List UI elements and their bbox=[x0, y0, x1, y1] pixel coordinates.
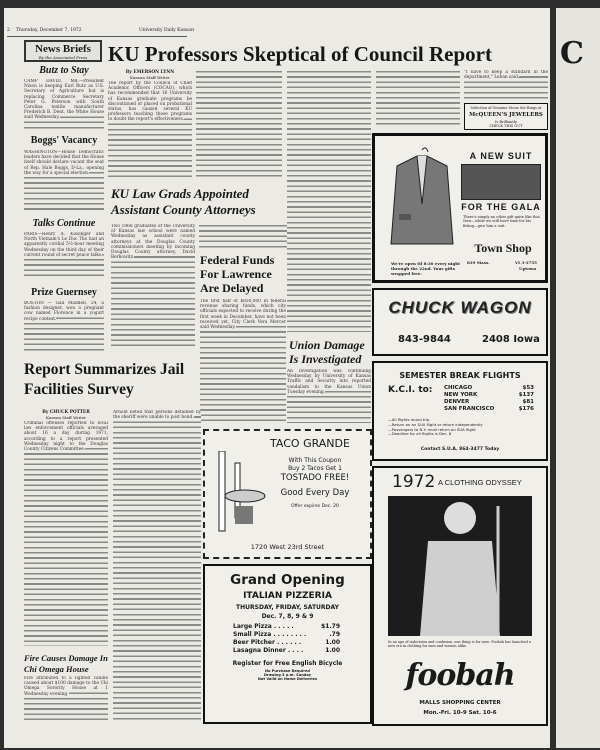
chuck-wagon-address: 2408 Iowa bbox=[482, 334, 540, 345]
chuck-wagon-ad bbox=[372, 288, 548, 356]
taco-line: Good Every Day bbox=[280, 488, 350, 498]
route-row bbox=[444, 399, 534, 406]
union-damage-headline: Union Damage Is Investigated bbox=[289, 338, 365, 366]
law-grads-text bbox=[199, 224, 287, 249]
route-city: SAN FRANCISCO bbox=[444, 406, 495, 412]
town-shop-address: 839 Mass. bbox=[467, 260, 490, 265]
brief-text: PARIS—Henry A. Kissinger and North Vietnam's Le Duc Tho had an apparently cordial 5½-hour meeting Wednesday on the third day of their current round of secret peace talks. bbox=[24, 232, 104, 279]
adjacent-page bbox=[556, 8, 600, 748]
flight-note: —All flights round trip bbox=[388, 417, 430, 422]
taco-line: With This Coupon bbox=[288, 457, 342, 464]
news-briefs-box bbox=[24, 40, 102, 62]
main-story-text: "I have to keep a standard in the department," Leban said. bbox=[464, 70, 548, 100]
menu-item-price: 1.00 bbox=[325, 647, 340, 654]
foobah-logo: foobah bbox=[405, 658, 515, 693]
suit-ad-blurb: There's simply no other gift quite like this. Now—while we still have time for his fitting—give him a suit. bbox=[463, 215, 541, 228]
jail-report-text: Arnold noted that persons detained by the sheriff were unable to post bond. bbox=[113, 410, 201, 722]
flight-note: —Return on an SUA flight or return independently bbox=[388, 421, 483, 427]
jail-report-text: Criminal offenses reported to local law enforcement officials averaged about 16 a day during 1971, according to a report presented Wednesday night to the Douglas County Citizens Committee. bbox=[24, 421, 108, 646]
federal-funds-headline: Federal Funds For Lawrence Are Delayed bbox=[200, 253, 275, 295]
menu-item-price: .79 bbox=[329, 631, 340, 638]
main-story-text: The report by the Council of Chief Academic Officers (COCAO), which has recommended that 16 University of Kansas graduate programs be discontinued or placed on probational status, has caused several KU professors teaching those programs to doubt the report's effectiveness. bbox=[108, 81, 192, 179]
pizzeria-fine: Not Valid on Home Deliveries bbox=[257, 677, 318, 681]
flights-title: SEMESTER BREAK FLIGHTS bbox=[399, 371, 521, 380]
pizzeria-fine: Drawing 3 p.m. Sunday bbox=[263, 673, 312, 677]
federal-funds-text: The first half of $850,000 in federal revenue sharing funds, which city officials expected to receive during the first week in December, have not been received yet, City Clerk Vera Mercer said Wednesday. bbox=[200, 299, 286, 423]
newspaper-page bbox=[4, 8, 550, 748]
jail-byline: By CHUCK POTTER bbox=[42, 410, 90, 415]
main-headline: KU Professors Skeptical of Council Report bbox=[108, 42, 492, 66]
union-damage-text: An investigation was continuing Wednesday by University of Kansas Traffic and Security into reported vandalism to the Kansas Union Tuesday evening. bbox=[287, 369, 371, 423]
taco-grande-coupon[interactable] bbox=[203, 429, 372, 559]
jail-report-headline: Report Summarizes Jail Facilities Survey bbox=[24, 361, 185, 398]
chuck-wagon-logo: CHUCK WAGON bbox=[388, 298, 532, 317]
folio-page: 2 bbox=[7, 28, 10, 33]
folio-date: Thursday, December 7, 1972 bbox=[16, 28, 82, 33]
pizzeria-name: ITALIAN PIZZERIA bbox=[243, 591, 332, 601]
flights-ad bbox=[372, 361, 548, 461]
route-city: DENVER bbox=[444, 399, 470, 405]
pizzeria-title: Grand Opening bbox=[230, 572, 345, 588]
odyssey-illustration bbox=[388, 496, 532, 636]
brief-title: Boggs' Vacancy bbox=[30, 135, 98, 146]
ad-text: CHECK THIS OUT bbox=[489, 124, 523, 128]
route-row bbox=[444, 385, 534, 392]
suit-illustration-icon bbox=[387, 144, 457, 254]
route-price: $176 bbox=[518, 406, 534, 412]
pizzeria-register: Register for Free English Bicycle bbox=[232, 660, 343, 667]
brief-text: WASHINGTON—House Democratic leaders have decided that the House itself should declare vacant the seat of Rep. Hale Boggs, D-La., opening the way for a special election. bbox=[24, 150, 104, 212]
town-shop-phone: VI 3-3755 bbox=[515, 260, 537, 265]
suit-ad-hours: We're open til 8:30 every night through the 22nd. Your gifts wrapped free. bbox=[391, 261, 461, 276]
odyssey-title: A CLOTHING ODYSSEY bbox=[438, 478, 522, 487]
jail-byline-role: Kansan Staff Writer bbox=[45, 415, 87, 420]
taco-line: TOSTADO FREE! bbox=[280, 473, 350, 483]
taco-machine-illustration-icon bbox=[213, 451, 273, 536]
suit-ad-title: FOR THE GALA bbox=[461, 202, 541, 212]
flights-notes bbox=[388, 418, 483, 437]
adjacent-page-letter: C bbox=[560, 36, 584, 71]
pizzeria-ad bbox=[203, 564, 372, 724]
folio-paper: University Daily Kansan bbox=[139, 28, 194, 33]
flights-from: K.C.I. to: bbox=[388, 385, 433, 395]
menu-item-price: $1.79 bbox=[321, 623, 340, 630]
menu-item-name: Large Pizza . . . . . bbox=[233, 623, 294, 630]
odyssey-hours: Mon.-Fri. 10-9 Sat. 10-6 bbox=[423, 710, 497, 716]
route-row bbox=[444, 406, 534, 413]
flight-note: —Passengers to N.Y. must return on SUA flight bbox=[388, 426, 476, 432]
taco-offer bbox=[265, 457, 365, 511]
main-story-text bbox=[287, 70, 371, 332]
route-price: $137 bbox=[518, 392, 534, 398]
pizzeria-fine: No Purchase Required bbox=[265, 669, 310, 673]
menu-item-price: 1.00 bbox=[325, 639, 340, 646]
route-city: CHICAGO bbox=[444, 385, 473, 391]
ad-text: Is Brilliantly bbox=[495, 120, 517, 124]
brief-text: BOSTON — Gail Madden, 24, a fashion designer, won a pregnant cow named Florence in a yogurt recipe contest. bbox=[24, 301, 104, 353]
odyssey-year: 1972 bbox=[392, 472, 436, 492]
suit-ad-title: A NEW SUIT bbox=[469, 151, 533, 161]
flight-note: —Deadline for all flights is Dec. 8 bbox=[388, 431, 452, 437]
law-grads-headline: KU Law Grads Appointed Assistant County Attorneys bbox=[111, 186, 256, 217]
gala-photo bbox=[461, 164, 541, 200]
mcqueen-ad bbox=[464, 103, 548, 130]
odyssey-blurb: In an age of indecision and confusion, one thing is for sure. Foobah has launched a new era in clothing for men and women alike. bbox=[388, 640, 531, 649]
pizzeria-dates: Dec. 7, 8, 9 & 9 bbox=[261, 613, 314, 620]
brief-title: Prize Guernsey bbox=[31, 287, 97, 298]
law-grads-text: Two 1968 graduates of the University of Kansas law school were named Wednesday as assistant county attorneys at the Douglas County commissioners meeting by incoming Douglas County attorney, David Berkowitz. bbox=[111, 224, 195, 348]
pizzeria-menu bbox=[233, 623, 340, 655]
taco-expires: Offer expires Dec. 20 bbox=[291, 504, 339, 509]
chuck-wagon-phone: 843-9844 bbox=[398, 334, 451, 345]
menu-item bbox=[233, 639, 340, 647]
taco-line: Buy 2 Tacos Get 1 bbox=[288, 465, 342, 472]
menu-item-name: Lasagna Dinner . . . . bbox=[233, 647, 304, 654]
taco-address: 1720 West 23rd Street bbox=[250, 543, 325, 551]
town-shop-logo: Town Shop bbox=[474, 241, 532, 255]
odyssey-ad bbox=[372, 466, 548, 726]
fire-headline: Fire Causes Damage In Chi Omega House bbox=[24, 653, 108, 674]
brief-text: CAMP DAVID, Md.—President Nixon is keeping Earl Butz as U.S. Secretary of Agriculture but is replacing Commerce Secretary Peter G. Peterson with South Carolina textile manufacturer Frederick B. Dent, the White House said Wednesday. bbox=[24, 79, 104, 129]
menu-item-name: Beer Pitcher . . . . . . bbox=[233, 639, 302, 646]
flights-contact: Contact S.U.A. 864-3477 Today bbox=[420, 447, 500, 452]
main-story-text bbox=[376, 70, 460, 128]
menu-item bbox=[233, 623, 340, 631]
brief-title: Talks Continue bbox=[32, 218, 96, 229]
fire-text: Fire attributed to a lighted candle caused about $100 damage to the Chi Omega Sorority House at 1 Wednesday evening. bbox=[24, 676, 108, 722]
flights-routes bbox=[444, 385, 534, 413]
pizzeria-days: THURSDAY, FRIDAY, SATURDAY bbox=[236, 604, 339, 611]
menu-item bbox=[233, 647, 340, 655]
main-byline: By EMERSON LYNN bbox=[125, 70, 175, 75]
menu-item bbox=[233, 631, 340, 639]
route-price: $81 bbox=[522, 399, 534, 405]
taco-name: TACO GRANDE bbox=[270, 437, 350, 450]
town-shop-ad bbox=[372, 133, 548, 283]
news-briefs-credit: By the Associated Press bbox=[38, 55, 88, 60]
odyssey-center: MALLS SHOPPING CENTER bbox=[419, 700, 501, 706]
news-briefs-title: News Briefs bbox=[35, 43, 91, 55]
route-row bbox=[444, 392, 534, 399]
ad-text: Selection of Genuine Stone Set Rings at bbox=[470, 106, 542, 110]
brief-title: Butz to Stay bbox=[39, 65, 89, 76]
figure-illustration-icon bbox=[388, 496, 532, 636]
main-story-text bbox=[196, 70, 282, 180]
menu-item-name: Small Pizza . . . . . . . . bbox=[233, 631, 307, 638]
route-city: NEW YORK bbox=[444, 392, 478, 398]
ad-name: McQUEEN'S JEWELERS bbox=[469, 112, 543, 118]
town-shop-area: Uptown bbox=[519, 266, 537, 271]
main-byline-role: Kansan Staff Writer bbox=[129, 75, 171, 80]
route-price: $53 bbox=[522, 385, 534, 391]
